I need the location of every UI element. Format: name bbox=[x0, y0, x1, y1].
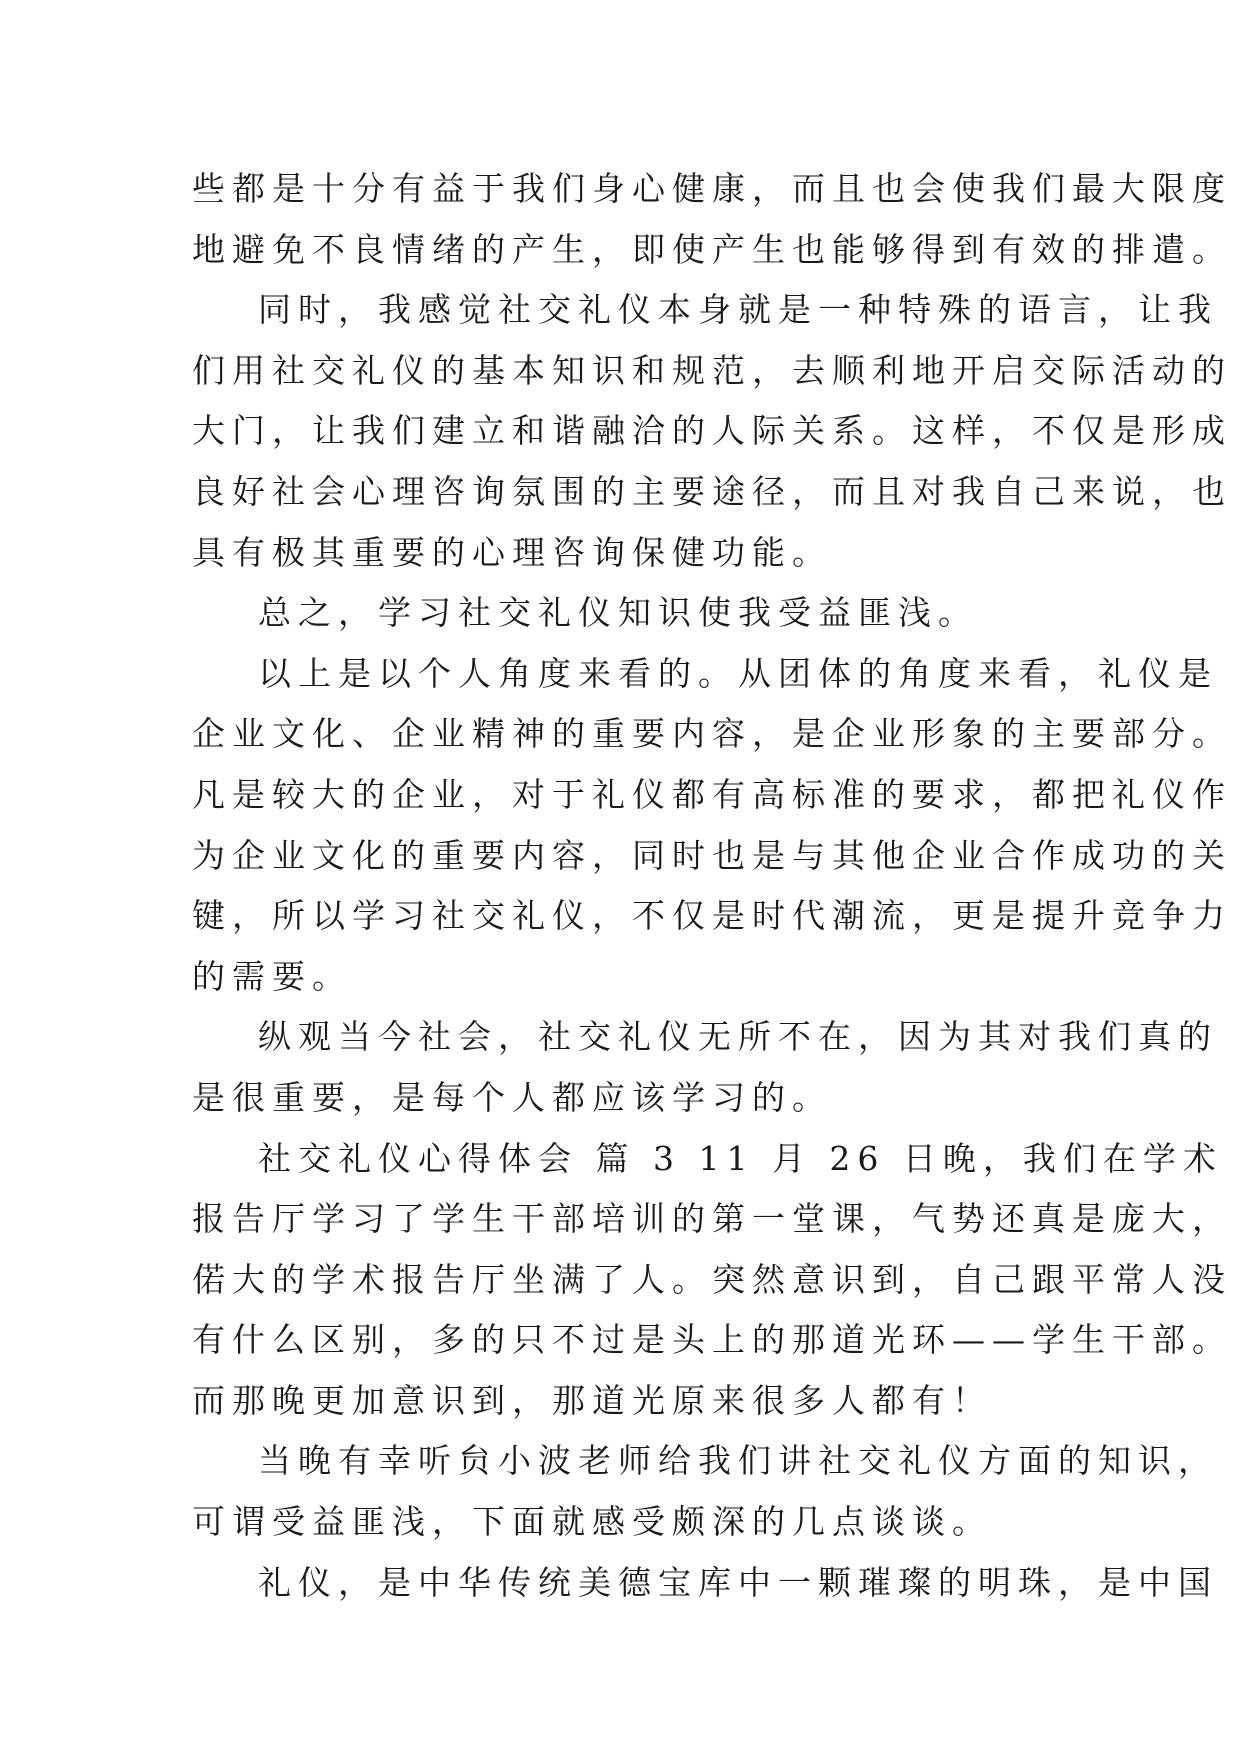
text-line: 些都是十分有益于我们身心健康，而且也会使我们最大限度 bbox=[192, 169, 1232, 208]
text-line: 总之，学习社交礼仪知识使我受益匪浅。 bbox=[258, 593, 978, 633]
text-line: 凡是较大的企业，对于礼仪都有高标准的要求，都把礼仪作 bbox=[192, 774, 1232, 814]
text-line: 具有极其重要的心理咨询保健功能。 bbox=[192, 532, 832, 572]
text-line: 是很重要，是每个人都应该学习的。 bbox=[192, 1077, 832, 1117]
text-line: 报告厅学习了学生干部培训的第一堂课，气势还真是庞大， bbox=[192, 1199, 1232, 1239]
text-line: 良好社会心理咨询氛围的主要途径，而且对我自己来说，也 bbox=[192, 471, 1232, 511]
text-line: 偌大的学术报告厅坐满了人。突然意识到，自己跟平常人没 bbox=[192, 1259, 1232, 1299]
body-text bbox=[192, 159, 1232, 1613]
text-line: 键，所以学习社交礼仪，不仅是时代潮流，更是提升竞争力 bbox=[192, 896, 1232, 936]
text-line: 的需要。 bbox=[192, 956, 352, 996]
text-line: 社交礼仪心得体会 篇 3 11 月 26 日晚，我们在学术 bbox=[258, 1138, 1223, 1178]
text-line: 当晚有幸听贠小波老师给我们讲社交礼仪方面的知识， bbox=[258, 1441, 1218, 1481]
text-line: 们用社交礼仪的基本知识和规范，去顺利地开启交际活动的 bbox=[192, 350, 1232, 390]
text-line: 地避免不良情绪的产生，即使产生也能够得到有效的排遣。 bbox=[192, 229, 1232, 269]
text-line: 可谓受益匪浅，下面就感受颇深的几点谈谈。 bbox=[192, 1502, 992, 1542]
text-line: 而那晚更加意识到，那道光原来很多人都有！ bbox=[192, 1380, 992, 1420]
text-line: 纵观当今社会，社交礼仪无所不在，因为其对我们真的 bbox=[258, 1017, 1218, 1057]
text-line: 礼仪，是中华传统美德宝库中一颗璀璨的明珠，是中国 bbox=[258, 1562, 1218, 1602]
text-line: 有什么区别，多的只不过是头上的那道光环——学生干部。 bbox=[192, 1320, 1232, 1360]
text-line: 同时，我感觉社交礼仪本身就是一种特殊的语言，让我 bbox=[258, 290, 1218, 330]
text-line: 企业文化、企业精神的重要内容，是企业形象的主要部分。 bbox=[192, 714, 1232, 754]
text-line: 以上是以个人角度来看的。从团体的角度来看，礼仪是 bbox=[258, 653, 1218, 693]
text-line: 大门，让我们建立和谐融洽的人际关系。这样，不仅是形成 bbox=[192, 411, 1232, 451]
text-line: 为企业文化的重要内容，同时也是与其他企业合作成功的关 bbox=[192, 835, 1232, 875]
